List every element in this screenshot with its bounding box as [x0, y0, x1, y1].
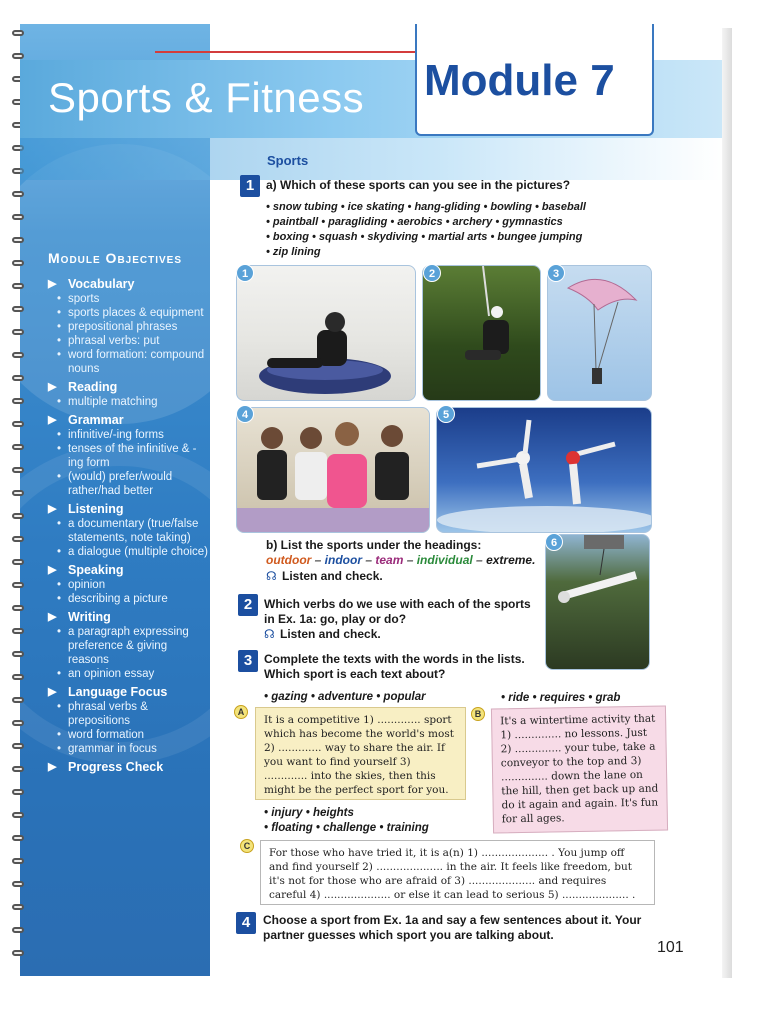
objective-section — [48, 412, 210, 498]
text-c: For those who have tried it, it is a(n) 1) .................... . You jump off and find yourself 2) .................... in the air. It feels like freedom, but it's not for those who are afraid of 3) .................... and requires careful 4) .................... or else it can lead to serious 5) .................... . — [260, 840, 655, 905]
spiral-ring — [12, 812, 24, 818]
listen-prompt — [266, 569, 383, 583]
spiral-ring — [12, 467, 24, 473]
spiral-ring — [12, 444, 24, 450]
listen-prompt — [264, 627, 381, 641]
objective-item: • opinion — [48, 578, 210, 592]
spiral-ring — [12, 513, 24, 519]
text-b: It's a wintertime activity that 1) .............. no lessons. Just 2) .............. your tube, take a conveyor to the top and 3) .............. down the lane on the hill, then get back up and do it again and again. It's fun for all ages. — [491, 705, 668, 833]
photo-number: 1 — [236, 264, 254, 282]
objective-item: • prepositional phrases — [48, 320, 210, 334]
spiral-ring — [12, 191, 24, 197]
listen-text: Listen and check. — [280, 627, 381, 641]
spiral-ring — [12, 352, 24, 358]
photo-number: 3 — [547, 264, 565, 282]
spiral-ring — [12, 421, 24, 427]
word-list-c: • floating • challenge • training — [264, 822, 429, 834]
objective-section — [48, 501, 210, 559]
exercise-number: 1 — [240, 175, 260, 197]
spiral-ring — [12, 950, 24, 956]
headphones-icon: ☊ — [266, 569, 277, 583]
spiral-ring — [12, 490, 24, 496]
spiral-ring — [12, 697, 24, 703]
objective-item: • word formation — [48, 728, 210, 742]
objective-item: • phrasal verbs & prepositions — [48, 700, 210, 728]
text-label-c: C — [240, 839, 254, 853]
zip-lining-illustration — [423, 266, 541, 401]
photo-skydiving — [436, 407, 652, 533]
spiral-ring — [12, 674, 24, 680]
spiral-ring — [12, 858, 24, 864]
objective-title: ▶ Vocabulary — [48, 276, 210, 292]
objective-section — [48, 562, 210, 606]
objective-item: • a paragraph expressing preference & giving reasons — [48, 625, 210, 667]
heading-outdoor: outdoor — [266, 553, 312, 567]
objective-title: ▶ Reading — [48, 379, 210, 395]
spiral-ring — [12, 651, 24, 657]
spiral-ring — [12, 214, 24, 220]
spiral-ring — [12, 766, 24, 772]
page-title: Sports & Fitness — [48, 74, 365, 121]
objectives-list — [48, 276, 210, 778]
objective-item: • (would) prefer/would rather/had better — [48, 470, 210, 498]
text-label-b: B — [471, 707, 485, 721]
objective-title: ▶ Speaking — [48, 562, 210, 578]
objective-section — [48, 684, 210, 756]
photo-paragliding — [547, 265, 652, 401]
objective-item: • word formation: compound nouns — [48, 348, 210, 376]
objective-item: • tenses of the infinitive & -ing form — [48, 442, 210, 470]
objective-item: • phrasal verbs: put — [48, 334, 210, 348]
exercise-number: 3 — [238, 650, 258, 672]
word-list-b: • ride • requires • grab — [501, 692, 621, 704]
spiral-ring — [12, 789, 24, 795]
spiral-ring — [12, 904, 24, 910]
spiral-ring — [12, 881, 24, 887]
heading-team: team — [375, 553, 404, 567]
spiral-ring — [12, 398, 24, 404]
heading-individual: individual — [416, 553, 473, 567]
listen-text: Listen and check. — [282, 569, 383, 583]
spiral-ring — [12, 605, 24, 611]
photo-bungee-jumping — [545, 534, 650, 670]
skydiving-illustration — [437, 408, 652, 533]
spiral-ring — [12, 375, 24, 381]
objective-title: ▶ Writing — [48, 609, 210, 625]
module-title: Module 7 — [424, 56, 615, 105]
spiral-ring — [12, 720, 24, 726]
objective-title: ▶ Language Focus — [48, 684, 210, 700]
spiral-ring — [12, 30, 24, 36]
objective-section — [48, 609, 210, 681]
sports-line: • snow tubing • ice skating • hang-gliding • bowling • baseball — [266, 201, 586, 213]
objective-section — [48, 379, 210, 409]
aerobics-illustration — [237, 408, 430, 533]
text-a: It is a competitive 1) ............. sport which has become the world's most 2) ............. way to share the air. If you want to find yourself 3) ............. into the skies, then this might be the perfect sport for you. — [255, 707, 466, 800]
objective-item: • describing a picture — [48, 592, 210, 606]
objective-item: • sports — [48, 292, 210, 306]
exercise-question: Which verbs do we use with each of the sports — [264, 597, 531, 611]
sports-word-list — [266, 200, 666, 260]
spiral-ring — [12, 835, 24, 841]
photo-number: 4 — [236, 405, 254, 423]
exercise-question: a) Which of these sports can you see in the pictures? — [266, 178, 571, 192]
exercise-question: Complete the texts with the words in the lists. — [264, 652, 525, 666]
bungee-jumping-illustration — [546, 535, 650, 670]
objective-title: ▶ Progress Check — [48, 759, 210, 775]
spiral-ring — [12, 536, 24, 542]
photo-snow-tubing — [236, 265, 416, 401]
snow-tubing-illustration — [237, 266, 416, 401]
section-heading: Sports — [267, 153, 309, 168]
word-list-c: • injury • heights — [264, 807, 354, 819]
objective-section — [48, 759, 210, 775]
exercise-question: in Ex. 1a: go, play or do? — [264, 612, 407, 626]
spiral-ring — [12, 628, 24, 634]
photo-zip-lining — [422, 265, 541, 401]
spiral-ring — [12, 283, 24, 289]
text-label-a: A — [234, 705, 248, 719]
heading-extreme: extreme. — [486, 553, 536, 567]
objective-item: • a dialogue (multiple choice) — [48, 545, 210, 559]
word-list-a: • gazing • adventure • popular — [264, 691, 426, 703]
objective-title: ▶ Listening — [48, 501, 210, 517]
photo-aerobics — [236, 407, 430, 533]
sports-line: • paintball • paragliding • aerobics • archery • gymnastics — [266, 216, 563, 228]
paragliding-illustration — [548, 266, 652, 401]
sports-line: • zip lining — [266, 246, 321, 258]
spiral-ring — [12, 559, 24, 565]
photo-number: 2 — [423, 264, 441, 282]
page-number: 101 — [657, 939, 684, 956]
spiral-ring — [12, 306, 24, 312]
photo-number: 6 — [545, 533, 563, 551]
heading-list: outdoor – indoor – team – individual – extreme. — [266, 553, 536, 567]
objective-item: • multiple matching — [48, 395, 210, 409]
objective-title: ▶ Grammar — [48, 412, 210, 428]
exercise-question: b) List the sports under the headings: — [266, 538, 482, 552]
objective-item: • grammar in focus — [48, 742, 210, 756]
objective-item: • sports places & equipment — [48, 306, 210, 320]
exercise-question: Choose a sport from Ex. 1a and say a few sentences about it. Your partner guesses which sport you are talking about. — [263, 913, 642, 942]
spiral-ring — [12, 53, 24, 59]
headphones-icon: ☊ — [264, 627, 275, 641]
objective-item: • an opinion essay — [48, 667, 210, 681]
objective-section — [48, 276, 210, 376]
sports-line: • boxing • squash • skydiving • martial arts • bungee jumping — [266, 231, 583, 243]
spiral-ring — [12, 237, 24, 243]
exercise-question: Which sport is each text about? — [264, 667, 446, 681]
spiral-ring — [12, 329, 24, 335]
exercise-number: 2 — [238, 594, 258, 616]
exercise-number: 4 — [236, 912, 256, 934]
photo-number: 5 — [437, 405, 455, 423]
objective-item: • infinitive/-ing forms — [48, 428, 210, 442]
spiral-ring — [12, 582, 24, 588]
heading-indoor: indoor — [324, 553, 362, 567]
objective-item: • a documentary (true/false statements, note taking) — [48, 517, 210, 545]
page-edge — [722, 28, 732, 978]
objectives-heading: Module Objectives — [48, 250, 183, 266]
spiral-ring — [12, 927, 24, 933]
spiral-ring — [12, 260, 24, 266]
spiral-ring — [12, 743, 24, 749]
